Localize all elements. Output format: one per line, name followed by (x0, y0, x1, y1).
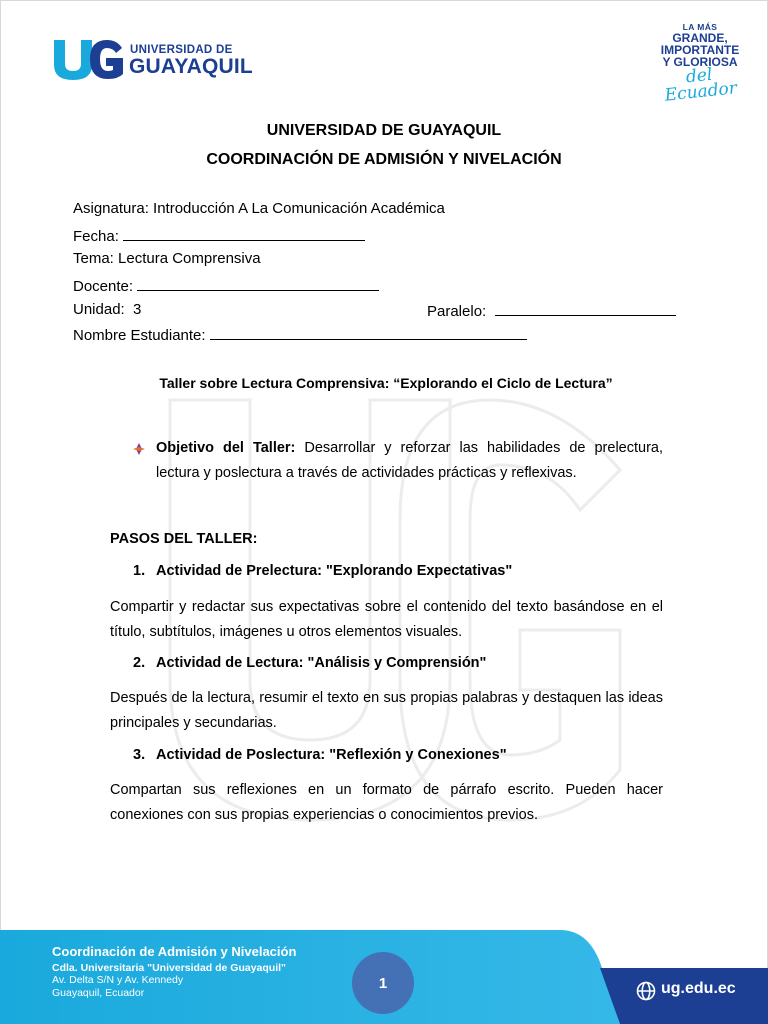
slogan-line-4: Y GLORIOSA (662, 55, 738, 69)
footer-line-2: Cdla. Universitaria "Universidad de Guayaquil" (52, 962, 287, 974)
pasos-heading: PASOS DEL TALLER: (110, 531, 258, 547)
university-title: UNIVERSIDAD DE GUAYAQUIL (266, 122, 502, 139)
slogan-script: del Ecuador (663, 64, 738, 106)
fecha-label: Fecha: (73, 228, 124, 245)
paralelo-blank-line[interactable] (495, 301, 676, 316)
step-3-text: Compartan sus reflexiones en un formato de párrafo escrito. Pueden hacer conexiones con sus propias experiencias o conocimientos previos. (110, 782, 663, 823)
slogan-logo (650, 22, 750, 106)
slogan-line-3: IMPORTANTE (660, 43, 740, 57)
docente-blank-line[interactable] (137, 276, 379, 291)
step-1-text: Compartir y redactar sus expectativas sobre el contenido del texto basándose en el título, subtítulos, imágenes u otros elementos visuales. (110, 599, 663, 640)
nombre-label: Nombre Estudiante: (73, 327, 210, 344)
page-number-badge: 1 (352, 952, 414, 1014)
website-text: ug.edu.ec (661, 980, 736, 997)
slogan-line-1: LA MÁS (682, 22, 718, 32)
asignatura-field: Asignatura: Introducción A La Comunicación Académica (73, 200, 445, 217)
docente-field (73, 276, 379, 295)
step-2-number: 2. (133, 655, 146, 671)
ug-logo-icon (52, 38, 124, 80)
fecha-field (73, 226, 365, 245)
step-2-heading (133, 655, 486, 671)
diamond-bullet-icon (133, 443, 145, 455)
fecha-blank-line[interactable] (123, 226, 365, 241)
coordination-title: COORDINACIÓN DE ADMISIÓN Y NIVELACIÓN (206, 151, 562, 168)
step-3-heading (133, 747, 507, 763)
slogan-line-2: GRANDE, (672, 31, 728, 45)
step-1-heading (133, 563, 512, 579)
unidad-field: Unidad: 3 (73, 301, 142, 318)
objetivo-label: Objetivo del Taller: (156, 440, 296, 456)
paralelo-label: Paralelo: (427, 303, 495, 320)
objetivo-text: Desarrollar y reforzar las habilidades de prelectura, lectura y poslectura a través de actividades prácticas y reflexivas. (156, 440, 663, 481)
step-1-title: Actividad de Prelectura: "Explorando Expectativas" (156, 563, 513, 579)
nombre-blank-line[interactable] (210, 325, 527, 340)
objetivo-paragraph (156, 436, 663, 486)
docente-label: Docente: (73, 278, 138, 295)
globe-icon (636, 981, 656, 1001)
paralelo-field (427, 301, 676, 320)
footer-line-1: Coordinación de Admisión y Nivelación (52, 944, 297, 959)
logo-text-universidad-de: UNIVERSIDAD DE (130, 44, 233, 56)
step-3-number: 3. (133, 747, 146, 763)
step-1-number: 1. (133, 563, 146, 579)
university-logo (52, 38, 252, 82)
tema-field: Tema: Lectura Comprensiva (73, 250, 261, 267)
footer-line-3: Av. Delta S/N y Av. Kennedy (52, 974, 184, 986)
nombre-field (73, 325, 527, 344)
step-3-title: Actividad de Poslectura: "Reflexión y Conexiones" (156, 747, 507, 763)
footer-line-4: Guayaquil, Ecuador (52, 987, 145, 999)
step-2-title: Actividad de Lectura: "Análisis y Comprensión" (156, 655, 487, 671)
step-2-text: Después de la lectura, resumir el texto en sus propias palabras y destaquen las ideas principales y secundarias. (110, 690, 663, 731)
taller-title: Taller sobre Lectura Comprensiva: “Explorando el Ciclo de Lectura” (159, 375, 613, 391)
logo-text-guayaquil: GUAYAQUIL (129, 55, 253, 78)
